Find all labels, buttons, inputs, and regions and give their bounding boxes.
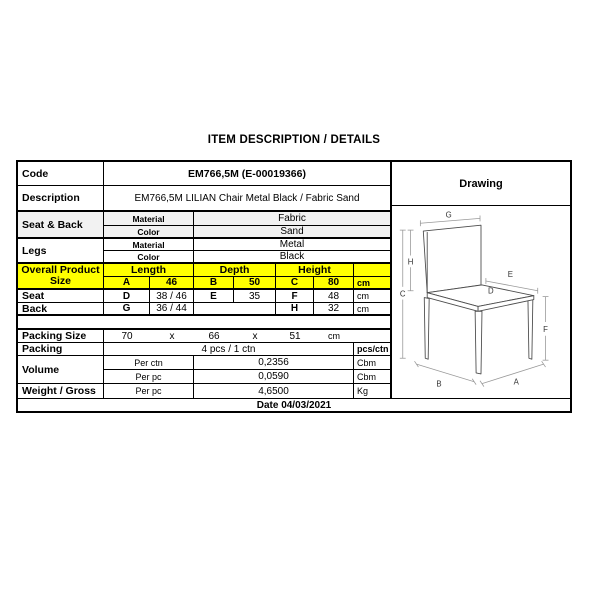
dim-f-key: F (276, 290, 314, 303)
dim-label-g: G (445, 210, 452, 220)
dim-b-key: B (194, 277, 234, 290)
spec-table-main (18, 162, 390, 398)
weight-per-pc-label: Per pc (104, 384, 194, 398)
legs-material-label: Material (104, 239, 194, 251)
depth-header: Depth (194, 264, 276, 277)
dim-label-h: H (407, 257, 414, 267)
dim-label-f: F (543, 324, 548, 334)
chair-drawing (392, 206, 570, 398)
legs-color-label: Color (104, 251, 194, 264)
packing-size-h: 51 (289, 330, 301, 342)
dim-h-key: H (276, 303, 314, 316)
seat-back-material-value: Fabric (194, 212, 390, 226)
legs-color-value: Black (194, 251, 390, 264)
dim-d-value: 38 / 46 (150, 290, 194, 303)
dim-a-key: A (104, 277, 150, 290)
volume-label: Volume (18, 356, 104, 384)
spacer-row (18, 316, 390, 330)
packing-size-values (104, 330, 390, 343)
drawing-column (390, 162, 570, 398)
packing-size-w: 70 (121, 330, 133, 342)
packing-size-x2: x (252, 330, 258, 342)
chair-backrest (423, 225, 481, 292)
dim-g-value: 36 / 44 (150, 303, 194, 316)
back-unit: cm (354, 303, 390, 316)
volume-per-pc-value: 0,0590 (194, 370, 354, 384)
weight-unit: Kg (354, 384, 390, 398)
code-value: EM766,5M (E-00019366) (104, 162, 390, 186)
volume-per-ctn-unit: Cbm (354, 356, 390, 370)
chair-sketch (423, 225, 534, 374)
packing-size-x1: x (169, 330, 175, 342)
chair-front-leg (475, 311, 482, 374)
packing-size-d: 66 (208, 330, 220, 342)
length-header: Length (104, 264, 194, 277)
drawing-header: Drawing (392, 162, 570, 206)
weight-label: Weight / Gross (18, 384, 104, 398)
dim-e-key: E (194, 290, 234, 303)
dim-c-key: C (276, 277, 314, 290)
packing-value: 4 pcs / 1 ctn (104, 343, 354, 356)
overall-unit-spacer (354, 264, 390, 277)
dim-label-c: C (399, 289, 406, 299)
packing-unit: pcs/ctn (354, 343, 390, 356)
dim-g-key: G (104, 303, 150, 316)
seat-back-color-label: Color (104, 226, 194, 239)
seat-back-material-label: Material (104, 212, 194, 226)
dim-c-value: 80 (314, 277, 354, 290)
dim-f-value: 48 (314, 290, 354, 303)
dim-label-a: A (513, 377, 519, 387)
description-label: Description (18, 186, 104, 212)
volume-per-ctn-label: Per ctn (104, 356, 194, 370)
seat-unit: cm (354, 290, 390, 303)
overall-unit: cm (354, 277, 390, 290)
seat-row-label: Seat (18, 290, 104, 303)
date-row: Date 04/03/2021 (18, 398, 570, 411)
spec-table (16, 160, 572, 413)
dim-b-value: 50 (234, 277, 276, 290)
chair-drawing-svg (392, 206, 570, 398)
packing-label: Packing (18, 343, 104, 356)
height-header: Height (276, 264, 354, 277)
description-value: EM766,5M LILIAN Chair Metal Black / Fabric Sand (104, 186, 390, 212)
back-empty-cell (194, 303, 276, 316)
page-title: ITEM DESCRIPTION / DETAILS (207, 134, 381, 146)
volume-per-pc-label: Per pc (104, 370, 194, 384)
legs-material-value: Metal (194, 239, 390, 251)
dim-label-b: B (436, 379, 442, 389)
dim-label-d: D (487, 286, 494, 296)
seat-back-label: Seat & Back (18, 212, 104, 239)
legs-label: Legs (18, 239, 104, 264)
dim-a-value: 46 (150, 277, 194, 290)
volume-per-ctn-value: 0,2356 (194, 356, 354, 370)
chair-right-leg (528, 300, 533, 360)
back-row-label: Back (18, 303, 104, 316)
chair-left-leg (424, 298, 429, 360)
packing-size-label: Packing Size (18, 330, 104, 343)
code-label: Code (18, 162, 104, 186)
seat-back-color-value: Sand (194, 226, 390, 239)
overall-size-label: Overall Product Size (18, 264, 104, 290)
volume-per-pc-unit: Cbm (354, 370, 390, 384)
weight-value: 4,6500 (194, 384, 354, 398)
packing-size-unit: cm (328, 331, 340, 341)
dim-e-value: 35 (234, 290, 276, 303)
dim-d-key: D (104, 290, 150, 303)
dim-h-value: 32 (314, 303, 354, 316)
dim-label-e: E (507, 270, 513, 280)
